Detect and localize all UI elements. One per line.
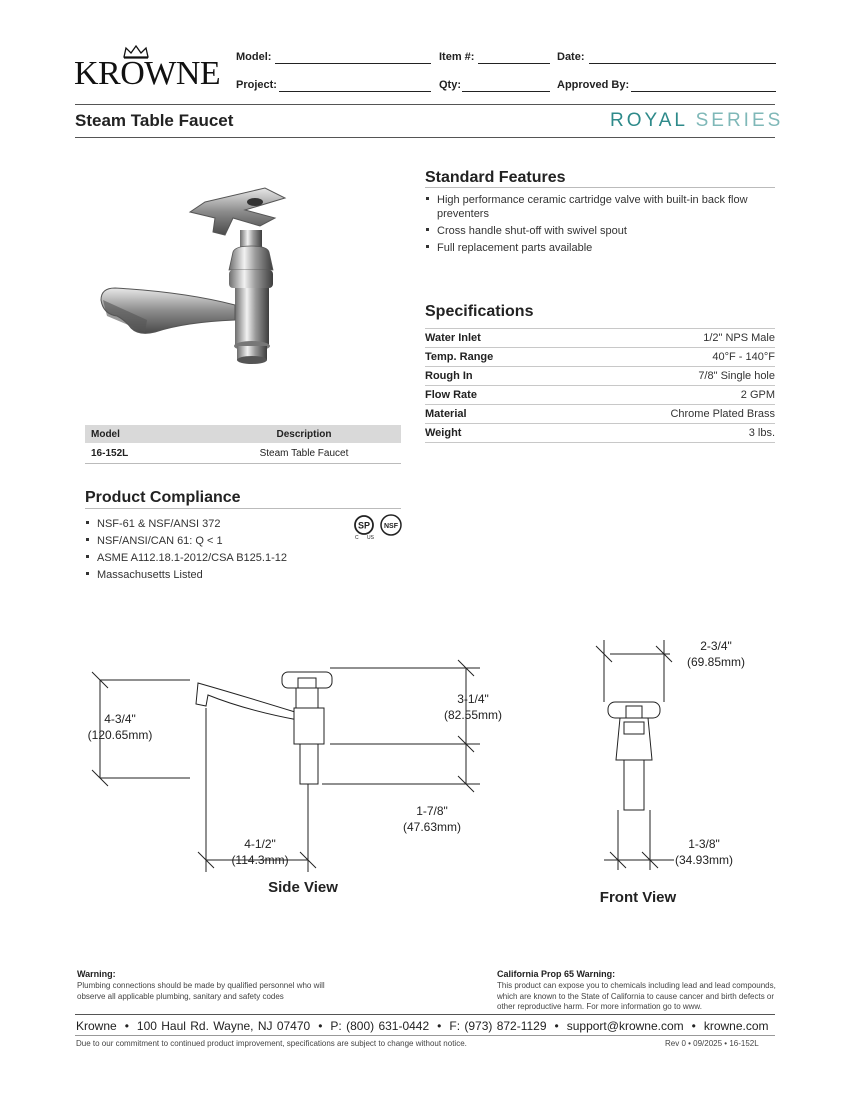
nsf-mark-icon xyxy=(381,515,401,535)
spec-row xyxy=(425,424,775,443)
project-field[interactable] xyxy=(279,91,431,92)
compliance-item: NSF-61 & NSF/ANSI 372 xyxy=(85,517,345,531)
compliance-item: Massachusetts Listed xyxy=(85,568,345,582)
title-rule xyxy=(75,137,775,138)
compliance-list xyxy=(85,517,345,585)
side-dim-height-mm: (120.65mm) xyxy=(87,728,153,742)
revision-date: 09/2025 xyxy=(693,1039,723,1048)
side-dim-reach: 4-1/2" xyxy=(244,837,276,851)
feature-item: Full replacement parts available xyxy=(425,241,770,255)
phone[interactable]: P: (800) 631-0442 xyxy=(330,1019,430,1033)
compliance-item: ASME A112.18.1-2012/CSA B125.1-12 xyxy=(85,551,345,565)
approved-field[interactable] xyxy=(631,91,776,92)
date-field[interactable] xyxy=(589,63,776,64)
series-main: ROYAL xyxy=(610,110,688,131)
spec-row xyxy=(425,367,775,386)
spec-row xyxy=(425,405,775,424)
front-view-drawing xyxy=(590,630,790,910)
address: 100 Haul Rd. Wayne, NJ 07470 xyxy=(136,1019,311,1033)
side-dim-shank-mm: (47.63mm) xyxy=(402,820,462,834)
compliance-title: Product Compliance xyxy=(85,489,241,506)
qty-field[interactable] xyxy=(462,91,550,92)
front-view-caption: Front View xyxy=(599,889,677,906)
footer-rule-bottom xyxy=(75,1035,775,1036)
header-rule xyxy=(75,104,775,105)
spec-value: Chrome Plated Brass xyxy=(563,405,775,424)
revision: Rev 0 xyxy=(665,1039,686,1048)
spec-label: Material xyxy=(425,405,563,424)
revision-info: Rev 0 • 09/2025 • 16-152L xyxy=(665,1039,759,1048)
item-label: Item #: xyxy=(439,51,475,63)
side-dim-shank: 1-7/8" xyxy=(416,804,448,818)
front-dim-shank: 1-3/8" xyxy=(688,837,720,851)
spec-label: Flow Rate xyxy=(425,386,563,405)
model-column-header: Model xyxy=(85,425,207,443)
csa-mark-us: US xyxy=(367,535,374,540)
feature-item: High performance ceramic cartridge valve with built-in back flow preventers xyxy=(425,193,770,221)
specifications-title: Specifications xyxy=(425,303,534,320)
prop65-text: This product can expose you to chemicals including lead and lead compounds, which are known to the State of California to cause cancer and birth defects or other reproductive harm. For more information go to www. xyxy=(497,981,776,1011)
spec-label: Rough In xyxy=(425,367,563,386)
spec-value: 2 GPM xyxy=(563,386,775,405)
spec-label: Water Inlet xyxy=(425,329,563,348)
front-dim-width: 2-3/4" xyxy=(700,639,732,653)
csa-mark-label: SP xyxy=(357,520,371,531)
spec-value: 3 lbs. xyxy=(563,424,775,443)
item-field[interactable] xyxy=(478,63,550,64)
model-label: Model: xyxy=(236,51,272,63)
front-dim-width-mm: (69.85mm) xyxy=(686,655,746,669)
spec-row xyxy=(425,329,775,348)
nsf-mark-label: NSF xyxy=(384,523,398,530)
description-cell: Steam Table Faucet xyxy=(207,443,401,464)
specifications-table xyxy=(425,328,775,443)
date-label: Date: xyxy=(557,51,585,63)
features-rule xyxy=(425,187,775,188)
side-dim-height: 4-3/4" xyxy=(104,712,136,726)
spec-label: Temp. Range xyxy=(425,348,563,367)
feature-item: Cross handle shut-off with swivel spout xyxy=(425,224,770,238)
project-label: Project: xyxy=(236,79,277,91)
qty-label: Qty: xyxy=(439,79,461,91)
certification-marks xyxy=(352,514,404,540)
spec-row xyxy=(425,386,775,405)
spec-value: 40°F - 140°F xyxy=(563,348,775,367)
compliance-item: NSF/ANSI/CAN 61: Q < 1 xyxy=(85,534,345,548)
brand-name: KROWNE xyxy=(74,55,221,92)
side-view-drawing xyxy=(70,650,510,900)
spec-value: 7/8" Single hole xyxy=(563,367,775,386)
website-link[interactable]: krowne.com xyxy=(703,1019,769,1033)
brand-logo xyxy=(74,45,219,90)
footer-rule xyxy=(75,1014,775,1015)
fax: F: (973) 872-1129 xyxy=(449,1019,547,1033)
approved-label: Approved By: xyxy=(557,79,630,91)
disclaimer: Due to our commitment to continued product improvement, specifications are subject to change without notice. xyxy=(76,1039,467,1048)
features-list xyxy=(425,193,770,258)
spec-row xyxy=(425,348,775,367)
side-view-caption: Side View xyxy=(268,879,338,896)
csa-mark-icon xyxy=(355,516,375,540)
prop65-title: California Prop 65 Warning: xyxy=(497,969,616,979)
model-cell: 16-152L xyxy=(85,443,207,464)
revision-model: 16-152L xyxy=(729,1039,759,1048)
model-field[interactable] xyxy=(275,63,431,64)
support-email-link[interactable]: support@krowne.com xyxy=(566,1019,684,1033)
features-title: Standard Features xyxy=(425,169,566,186)
warning-title: Warning: xyxy=(77,969,116,979)
compliance-rule xyxy=(85,508,401,509)
warning-text: Plumbing connections should be made by qualified personnel who will observe all applicable plumbing, sanitary and safety codes xyxy=(77,981,325,1001)
side-dim-reach-mm: (114.3mm) xyxy=(231,853,289,867)
spec-label: Weight xyxy=(425,424,563,443)
page-title: Steam Table Faucet xyxy=(75,111,234,130)
model-table xyxy=(85,425,401,464)
contact-line: Krowne • 100 Haul Rd. Wayne, NJ 07470 • P: (800) 631-0442 • F: (973) 872-1129 • support@krowne.com • krowne.com xyxy=(76,1019,769,1033)
series-name xyxy=(610,110,783,132)
csa-mark-c: C xyxy=(355,535,359,540)
side-dim-top: 3-1/4" xyxy=(457,692,489,706)
model-table-header xyxy=(85,425,401,443)
company-name: Krowne xyxy=(76,1019,117,1033)
front-dim-shank-mm: (34.93mm) xyxy=(674,853,734,867)
series-sub: SERIES xyxy=(695,110,784,131)
description-column-header: Description xyxy=(207,425,401,443)
side-dim-top-mm: (82.55mm) xyxy=(443,708,503,722)
spec-value: 1/2" NPS Male xyxy=(563,329,775,348)
product-photo xyxy=(95,180,315,380)
table-row xyxy=(85,443,401,464)
